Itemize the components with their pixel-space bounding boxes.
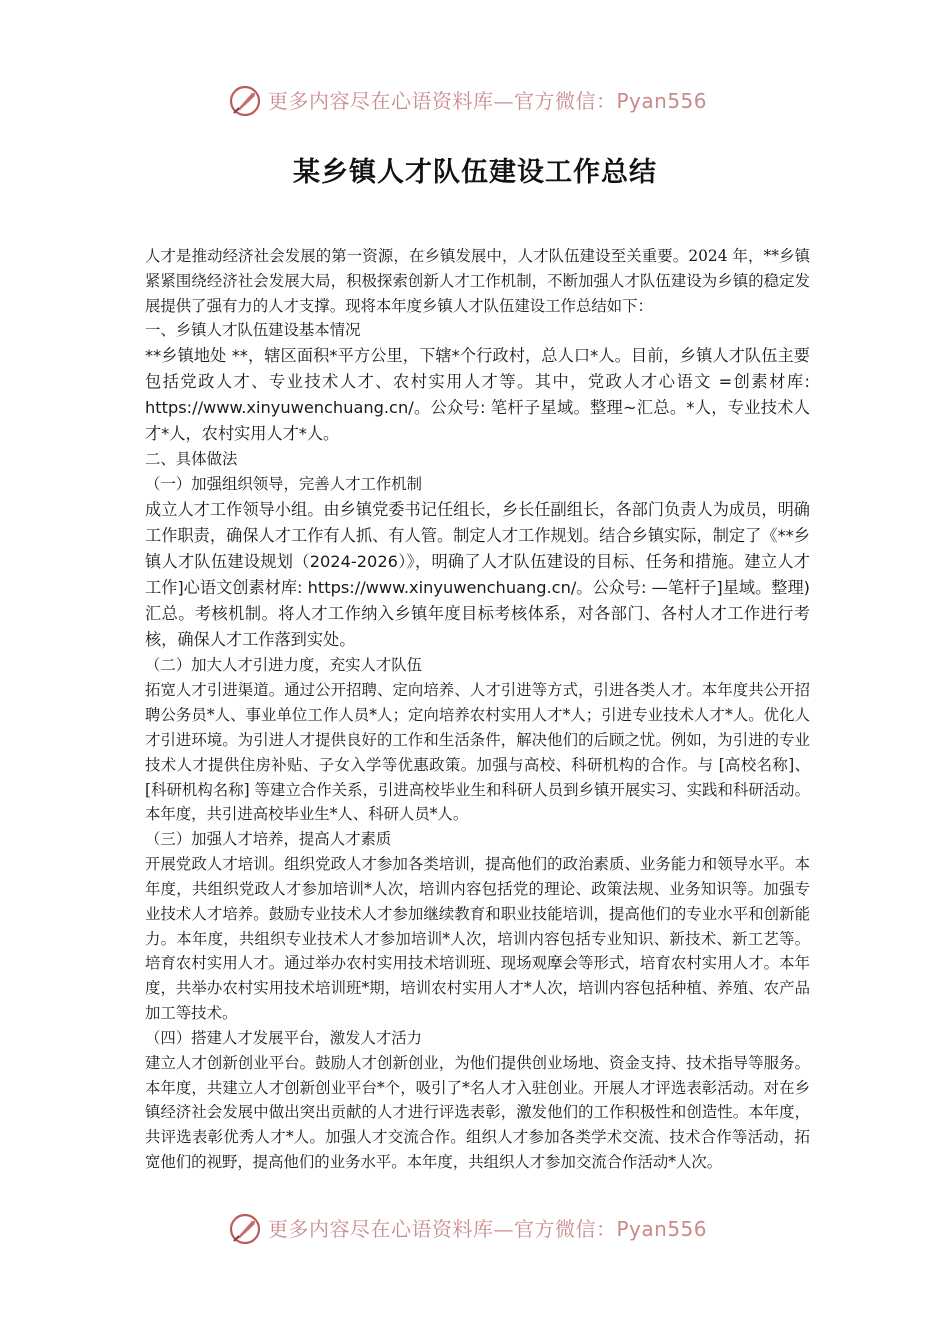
body-paragraph: 开展党政人才培训。组织党政人才参加各类培训，提高他们的政治素质、业务能力和领导水平。本年度，共组织党政人才参加培训*人次，培训内容包括党的理论、政策法规、业务知识等。加强专业技术人才培养。鼓励专业技术人才参加继续教育和职业技能培训，提高他们的专业水平和创新能力。本年度，共组织专业技术人才参加培训*人次，培训内容包括专业知识、新技术、新工艺等。培育农村实用人才。通过举办农村实用技术培训班、现场观摩会等形式，培育农村实用人才。本年度，共举办农村实用技术培训班*期，培训农村实用人才*人次，培训内容包括种植、养殖、农产品加工等技术。 bbox=[145, 855, 810, 1022]
wechat-id: Pyan556 bbox=[616, 1217, 708, 1241]
banner-text: 更多内容尽在心语资料库—官方微信：Pyan556 bbox=[268, 1217, 708, 1241]
wechat-id: Pyan556 bbox=[616, 89, 708, 113]
body-paragraph: 拓宽人才引进渠道。通过公开招聘、定向培养、人才引进等方式，引进各类人才。本年度共公开招聘公务员*人、事业单位工作人员*人；定向培养农村实用人才*人；引进专业技术人才*人。优化人才引进环境。为引进人才提供良好的工作和生活条件，解决他们的后顾之忧。例如，为引进的专业技术人才提供住房补贴、子女入学等优惠政策。加强与高校、科研机构的合作。与 [高校名称]、[科研机构名称] 等建立合作关系，引进高校毕业生和科研人员到乡镇开展实习、实践和科研活动。本年度，共引进高校毕业生*人、科研人员*人。 bbox=[145, 681, 810, 824]
subsection-heading: （四）搭建人才发展平台，激发人才活力 bbox=[145, 1028, 423, 1047]
document-body bbox=[145, 244, 810, 1175]
footer-banner bbox=[0, 1208, 950, 1252]
body-paragraph: **乡镇地处 **，辖区面积*平方公里，下辖*个行政村，总人口*人。目前，乡镇人才队伍主要包括党政人才、专业技术人才、农村实用人才等。其中，党政人才心语文 =创素材库: https://www.xinyuwenchuang.cn/。公众号: 笔杆子星域。整理~汇总。*人，专业技术人才*人，农村实用人才*人。 bbox=[145, 346, 810, 444]
header-banner bbox=[0, 80, 950, 124]
section-heading: 一、乡镇人才队伍建设基本情况 bbox=[145, 321, 361, 340]
document-title: 某乡镇人才队伍建设工作总结 bbox=[293, 157, 657, 188]
intro-paragraph: 人才是推动经济社会发展的第一资源，在乡镇发展中，人才队伍建设至关重要。2024 年，**乡镇紧紧围绕经济社会发展大局，积极探索创新人才工作机制，不断加强人才队伍建设为乡镇的稳定发展提供了强有力的人才支撑。现将本年度乡镇人才队伍建设工作总结如下： bbox=[145, 247, 810, 315]
subsection-heading: （二）加大人才引进力度，充实人才队伍 bbox=[145, 656, 423, 675]
banner-text: 更多内容尽在心语资料库—官方微信：Pyan556 bbox=[268, 89, 708, 113]
section-heading: 二、具体做法 bbox=[145, 450, 238, 469]
subsection-heading: （三）加强人才培养，提高人才素质 bbox=[145, 830, 392, 849]
body-paragraph: 建立人才创新创业平台。鼓励人才创新创业，为他们提供创业场地、资金支持、技术指导等服务。本年度，共建立人才创新创业平台*个，吸引了*名人才入驻创业。开展人才评选表彰活动。对在乡镇经济社会发展中做出突出贡献的人才进行评选表彰，激发他们的工作积极性和创造性。本年度，共评选表彰优秀人才*人。加强人才交流合作。组织人才参加各类学术交流、技术合作等活动，拓宽他们的视野，提高他们的业务水平。本年度，共组织人才参加交流合作活动*人次。 bbox=[145, 1053, 810, 1171]
pen-feather-logo-icon bbox=[228, 1212, 262, 1246]
pen-feather-logo-icon bbox=[228, 84, 262, 118]
subsection-heading: （一）加强组织领导，完善人才工作机制 bbox=[145, 475, 423, 494]
body-paragraph: 成立人才工作领导小组。由乡镇党委书记任组长，乡长任副组长，各部门负责人为成员，明确工作职责，确保人才工作有人抓、有人管。制定人才工作规划。结合乡镇实际，制定了《**乡镇人才队伍建设规划（2024-2026）》，明确了人才队伍建设的目标、任务和措施。建立人才工作]心语文创素材库: https://www.xinyuwenchuang.cn/。公众号: —笔杆子]星域。整理) 汇总。考核机制。将人才工作纳入乡镇年度目标考核体系，对各部门、各村人才工作进行考核，确保人才工作落到实处。 bbox=[145, 500, 810, 650]
